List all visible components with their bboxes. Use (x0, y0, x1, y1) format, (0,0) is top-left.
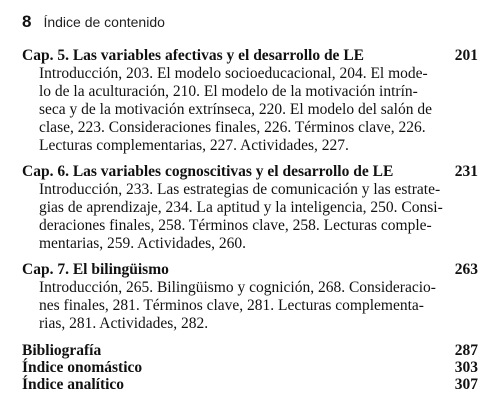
running-title: Índice de contenido (43, 14, 165, 30)
page-number: 8 (22, 12, 32, 31)
toc-entry-chapter-7 (22, 261, 478, 333)
section-line: rias, 281. Actividades, 282. (39, 315, 209, 332)
section-line: Introducción, 265. Bilingüismo y cognición, 268. Consideracio- (39, 279, 436, 296)
toc-entry-chapter-5 (22, 47, 478, 155)
page-header (22, 12, 165, 32)
entry-title: Índice onomástico (22, 359, 143, 376)
chapter-title: Cap. 6. Las variables cognoscitivas y el desarrollo de LE (22, 163, 394, 180)
chapter-page-number: 201 (454, 47, 478, 64)
section-line: Lecturas complementarias, 227. Actividades, 227. (39, 137, 349, 154)
chapter-page-number: 263 (454, 261, 478, 278)
chapter-heading (22, 261, 478, 279)
toc-entry-name-index (22, 359, 478, 376)
toc-entry-bibliography (22, 342, 478, 359)
toc-entry-chapter-6 (22, 163, 478, 253)
section-line: Introducción, 233. Las estrategias de comunicación y las estrate- (39, 181, 441, 198)
entry-title: Índice analítico (22, 376, 125, 393)
section-line: seca y de la motivación extrínseca, 220. El modelo del salón de (39, 101, 432, 118)
chapter-page-number: 231 (454, 163, 478, 180)
chapter-heading (22, 47, 478, 65)
entry-page-number: 287 (454, 342, 478, 359)
entry-page-number: 307 (454, 376, 478, 393)
entry-page-number: 303 (454, 359, 478, 376)
chapter-section-list (22, 279, 478, 333)
chapter-title: Cap. 7. El bilingüismo (22, 261, 169, 278)
section-line: gias de aprendizaje, 234. La aptitud y la inteligencia, 250. Consi- (39, 199, 443, 216)
chapter-heading (22, 163, 478, 181)
section-line: clase, 223. Consideraciones finales, 226. Términos clave, 226. (39, 119, 426, 136)
chapter-title: Cap. 5. Las variables afectivas y el desarrollo de LE (22, 47, 364, 64)
back-matter-list (22, 342, 478, 393)
chapter-section-list (22, 65, 478, 155)
chapter-section-list (22, 181, 478, 253)
section-line: Introducción, 203. El modelo socioeducacional, 204. El mode- (39, 65, 428, 82)
entry-title: Bibliografía (22, 342, 102, 359)
section-line: lo de la aculturación, 210. El modelo de la motivación intrín- (39, 83, 418, 100)
section-line: mentarias, 259. Actividades, 260. (39, 235, 247, 252)
section-line: deraciones finales, 258. Términos clave, 258. Lecturas comple- (39, 217, 432, 234)
section-line: nes finales, 281. Términos clave, 281. Lecturas complementa- (39, 297, 424, 314)
toc-entry-subject-index (22, 376, 478, 393)
